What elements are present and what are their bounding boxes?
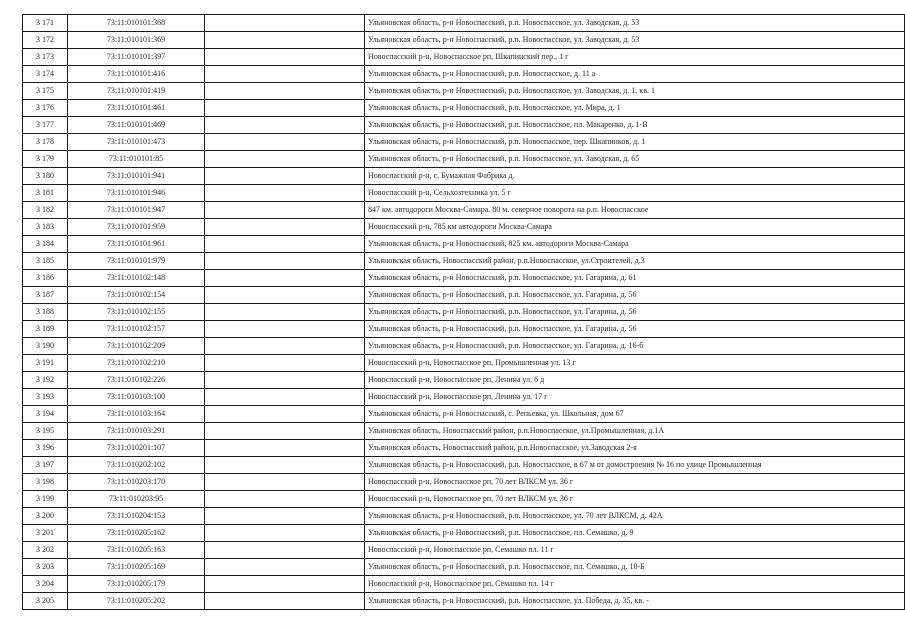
table-row xyxy=(23,559,905,576)
table-row xyxy=(23,474,905,491)
address-cell: Новоспасский р-н, Новоспасское рп, Промышленная ул. 13 г xyxy=(365,355,905,372)
table-row xyxy=(23,100,905,117)
address-cell: Новоспасский р-н, Новоспасское рп, 70 лет ВЛКСМ ул. 36 г xyxy=(365,474,905,491)
empty-cell xyxy=(205,15,365,32)
table-row xyxy=(23,423,905,440)
table-row xyxy=(23,593,905,610)
cadastral-number-cell: 73:11:010103:164 xyxy=(68,406,205,423)
table-row xyxy=(23,406,905,423)
row-number-cell: 3 177 xyxy=(23,117,68,134)
table-row xyxy=(23,253,905,270)
table-row xyxy=(23,491,905,508)
cadastral-number-cell: 73:11:010101:469 xyxy=(68,117,205,134)
table-row xyxy=(23,389,905,406)
row-number-cell: 3 179 xyxy=(23,151,68,168)
address-cell: Ульяновская область, р-н Новоспасский, р.п. Новоспасское, д. 11 а xyxy=(365,66,905,83)
table-row xyxy=(23,134,905,151)
row-number-cell: 3 183 xyxy=(23,219,68,236)
table-row xyxy=(23,304,905,321)
cadastral-number-cell: 73:11:010102:210 xyxy=(68,355,205,372)
row-number-cell: 3 173 xyxy=(23,49,68,66)
row-number-cell: 3 197 xyxy=(23,457,68,474)
cadastral-number-cell: 73:11:010101:85 xyxy=(68,151,205,168)
empty-cell xyxy=(205,219,365,236)
row-number-cell: 3 171 xyxy=(23,15,68,32)
address-cell: Ульяновская область, р-н Новоспасский, р.п. Новоспасское, пл. Семашко, д. 9 xyxy=(365,525,905,542)
table-row xyxy=(23,287,905,304)
empty-cell xyxy=(205,372,365,389)
empty-cell xyxy=(205,49,365,66)
cadastral-number-cell: 73:11:010102:148 xyxy=(68,270,205,287)
cadastral-number-cell: 73:11:010204:153 xyxy=(68,508,205,525)
address-cell: Ульяновская область, р-н Новоспасский, р.п. Новоспасское, ул. Победа, д. 35, кв. - xyxy=(365,593,905,610)
row-number-cell: 3 172 xyxy=(23,32,68,49)
address-cell: Новоспасский р-н, Новоспасское рп, Ленина ул. 17 г xyxy=(365,389,905,406)
empty-cell xyxy=(205,134,365,151)
cadastral-number-cell: 73:11:010101:979 xyxy=(68,253,205,270)
cadastral-number-cell: 73:11:010203:170 xyxy=(68,474,205,491)
empty-cell xyxy=(205,270,365,287)
table-row xyxy=(23,525,905,542)
row-number-cell: 3 180 xyxy=(23,168,68,185)
empty-cell xyxy=(205,151,365,168)
row-number-cell: 3 186 xyxy=(23,270,68,287)
cadastral-number-cell: 73:11:010205:163 xyxy=(68,542,205,559)
row-number-cell: 3 182 xyxy=(23,202,68,219)
address-cell: Ульяновская область, р-н Новоспасский, р.п. Новоспасское, ул. Гагарина, д. 61 xyxy=(365,270,905,287)
empty-cell xyxy=(205,83,365,100)
empty-cell xyxy=(205,253,365,270)
table-row xyxy=(23,236,905,253)
empty-cell xyxy=(205,406,365,423)
address-cell: Ульяновская область, р-н Новоспасский, р.п. Новоспасское, ул. Мира, д. 1 xyxy=(365,100,905,117)
cadastral-number-cell: 73:11:010101:369 xyxy=(68,32,205,49)
table-row xyxy=(23,508,905,525)
cadastral-number-cell: 73:11:010205:162 xyxy=(68,525,205,542)
empty-cell xyxy=(205,355,365,372)
table-row xyxy=(23,219,905,236)
table-row xyxy=(23,168,905,185)
empty-cell xyxy=(205,117,365,134)
cadastral-number-cell: 73:11:010101:946 xyxy=(68,185,205,202)
cadastral-number-cell: 73:11:010101:959 xyxy=(68,219,205,236)
cadastral-number-cell: 73:11:010101:961 xyxy=(68,236,205,253)
address-cell: Ульяновская область, р-н Новоспасский, р.п. Новоспасское, ул. 70 лет ВЛКСМ, д. 42А xyxy=(365,508,905,525)
row-number-cell: 3 196 xyxy=(23,440,68,457)
address-cell: Ульяновская область, р-н Новоспасский, р.п. Новоспасское, в 67 м от домостроения № 16 по улице Промышленная xyxy=(365,457,905,474)
address-cell: Новоспасский р-н, Новоспасское рп, Семашко пл. 14 г xyxy=(365,576,905,593)
empty-cell xyxy=(205,423,365,440)
table-row xyxy=(23,83,905,100)
registry-body xyxy=(23,15,905,610)
cadastral-number-cell: 73:11:010101:941 xyxy=(68,168,205,185)
row-number-cell: 3 193 xyxy=(23,389,68,406)
cadastral-number-cell: 73:11:010102:154 xyxy=(68,287,205,304)
cadastral-number-cell: 73:11:010101:461 xyxy=(68,100,205,117)
empty-cell xyxy=(205,202,365,219)
row-number-cell: 3 175 xyxy=(23,83,68,100)
cadastral-number-cell: 73:11:010103:291 xyxy=(68,423,205,440)
address-cell: Ульяновская область, р-н Новоспасский, р.п. Новоспасское, ул. Гагарина, д. 56 xyxy=(365,321,905,338)
row-number-cell: 3 205 xyxy=(23,593,68,610)
row-number-cell: 3 178 xyxy=(23,134,68,151)
row-number-cell: 3 192 xyxy=(23,372,68,389)
address-cell: Ульяновская область, р-н Новоспасский, р.п. Новоспасское, ул. Гагарина, д. 56 xyxy=(365,287,905,304)
row-number-cell: 3 194 xyxy=(23,406,68,423)
row-number-cell: 3 176 xyxy=(23,100,68,117)
address-cell: Ульяновская область, р-н Новоспасский, р.п. Новоспасское, ул. Гагарина, д. 56 xyxy=(365,304,905,321)
empty-cell xyxy=(205,491,365,508)
address-cell: 847 км. автодороги Москва-Самара. 80 м. северное поворота на р.п. Новоспасское xyxy=(365,202,905,219)
cadastral-number-cell: 73:11:010103:100 xyxy=(68,389,205,406)
table-row xyxy=(23,321,905,338)
cadastral-number-cell: 73:11:010205:179 xyxy=(68,576,205,593)
row-number-cell: 3 191 xyxy=(23,355,68,372)
address-cell: Новоспасский р-н, Сельхозтехника ул. 5 г xyxy=(365,185,905,202)
address-cell: Новоспасский р-н, Новоспасское рп, Шкапинский пер., 1 г xyxy=(365,49,905,66)
address-cell: Ульяновская область, р-н Новоспасский, р.п. Новоспасское, пл. Семашко, д. 10-Б xyxy=(365,559,905,576)
address-cell: Ульяновская область, р-н Новоспасский, р.п. Новоспасское, ул. Заводская, д. 1, кв. 1 xyxy=(365,83,905,100)
empty-cell xyxy=(205,389,365,406)
registry-table xyxy=(22,14,905,610)
row-number-cell: 3 199 xyxy=(23,491,68,508)
table-row xyxy=(23,151,905,168)
row-number-cell: 3 198 xyxy=(23,474,68,491)
cadastral-number-cell: 73:11:010101:368 xyxy=(68,15,205,32)
empty-cell xyxy=(205,304,365,321)
row-number-cell: 3 195 xyxy=(23,423,68,440)
cadastral-number-cell: 73:11:010101:419 xyxy=(68,83,205,100)
row-number-cell: 3 174 xyxy=(23,66,68,83)
table-row xyxy=(23,355,905,372)
row-number-cell: 3 190 xyxy=(23,338,68,355)
empty-cell xyxy=(205,321,365,338)
row-number-cell: 3 204 xyxy=(23,576,68,593)
cadastral-number-cell: 73:11:010102:157 xyxy=(68,321,205,338)
empty-cell xyxy=(205,338,365,355)
empty-cell xyxy=(205,474,365,491)
empty-cell xyxy=(205,168,365,185)
table-row xyxy=(23,457,905,474)
address-cell: Ульяновская область, р-н Новоспасский, с. Репьевка, ул. Школьная, дом 67 xyxy=(365,406,905,423)
empty-cell xyxy=(205,508,365,525)
cadastral-number-cell: 73:11:010205:169 xyxy=(68,559,205,576)
cadastral-number-cell: 73:11:010102:209 xyxy=(68,338,205,355)
table-row xyxy=(23,576,905,593)
table-row xyxy=(23,338,905,355)
cadastral-number-cell: 73:11:010102:155 xyxy=(68,304,205,321)
table-row xyxy=(23,202,905,219)
row-number-cell: 3 201 xyxy=(23,525,68,542)
address-cell: Ульяновская область, р-н Новоспасский, р.п. Новоспасское, ул. Гагарина, д. 16-б xyxy=(365,338,905,355)
cadastral-number-cell: 73:11:010203:95 xyxy=(68,491,205,508)
address-cell: Новоспасский р-н, Новоспасское рп, 70 лет ВЛКСМ ул. 36 г xyxy=(365,491,905,508)
row-number-cell: 3 188 xyxy=(23,304,68,321)
table-row xyxy=(23,49,905,66)
address-cell: Новоспасский р-н, с. Бумажная Фабрика д. xyxy=(365,168,905,185)
cadastral-number-cell: 73:11:010101:416 xyxy=(68,66,205,83)
table-row xyxy=(23,372,905,389)
table-row xyxy=(23,117,905,134)
cadastral-number-cell: 73:11:010101:397 xyxy=(68,49,205,66)
row-number-cell: 3 200 xyxy=(23,508,68,525)
address-cell: Ульяновская область, р-н Новоспасский, р.п. Новоспасское, ул. Заводская, д. 65 xyxy=(365,151,905,168)
address-cell: Ульяновская область, р-н Новоспасский, р.п. Новоспасское, ул. Заводская, д. 53 xyxy=(365,15,905,32)
row-number-cell: 3 181 xyxy=(23,185,68,202)
table-row xyxy=(23,270,905,287)
table-row xyxy=(23,542,905,559)
address-cell: Новоспасский р-н, Новоспасское рп, Ленина ул. 6 д xyxy=(365,372,905,389)
empty-cell xyxy=(205,100,365,117)
row-number-cell: 3 185 xyxy=(23,253,68,270)
row-number-cell: 3 184 xyxy=(23,236,68,253)
cadastral-number-cell: 73:11:010202:102 xyxy=(68,457,205,474)
empty-cell xyxy=(205,542,365,559)
address-cell: Ульяновская область, Новоспасский район, р.п.Новоспасское, ул.Промышленная, д.1А xyxy=(365,423,905,440)
address-cell: Ульяновская область, р-н Новоспасский, р.п. Новоспасское, пл. Макаренко, д. 1-В xyxy=(365,117,905,134)
row-number-cell: 3 187 xyxy=(23,287,68,304)
row-number-cell: 3 203 xyxy=(23,559,68,576)
address-cell: Ульяновская область, Новоспасский район, р.п.Новоспасское, ул.Строителей, д.3 xyxy=(365,253,905,270)
address-cell: Ульяновская область, р-н Новоспасский, р.п. Новоспасское, пер. Шкапинков, д. 1 xyxy=(365,134,905,151)
address-cell: Новоспасский р-н, Новоспасское рп, Семашко пл. 11 г xyxy=(365,542,905,559)
empty-cell xyxy=(205,593,365,610)
table-row xyxy=(23,32,905,49)
empty-cell xyxy=(205,525,365,542)
table-row xyxy=(23,66,905,83)
cadastral-number-cell: 73:11:010101:947 xyxy=(68,202,205,219)
address-cell: Ульяновская область, Новоспасский район, р.п.Новоспасское, ул.Заводская 2-я xyxy=(365,440,905,457)
empty-cell xyxy=(205,32,365,49)
empty-cell xyxy=(205,457,365,474)
empty-cell xyxy=(205,236,365,253)
table-row xyxy=(23,15,905,32)
empty-cell xyxy=(205,576,365,593)
address-cell: Ульяновская область, р-н Новоспасский, р.п. Новоспасское, ул. Заводская, д. 53 xyxy=(365,32,905,49)
table-row xyxy=(23,440,905,457)
cadastral-number-cell: 73:11:010102:226 xyxy=(68,372,205,389)
address-cell: Новоспасский р-н, 785 км автодороги Москва-Самара xyxy=(365,219,905,236)
row-number-cell: 3 189 xyxy=(23,321,68,338)
address-cell: Ульяновская область, р-н Новоспасский, 825 км. автодороги Москва-Самара xyxy=(365,236,905,253)
empty-cell xyxy=(205,440,365,457)
empty-cell xyxy=(205,559,365,576)
cadastral-number-cell: 73:11:010201:107 xyxy=(68,440,205,457)
cadastral-number-cell: 73:11:010205:202 xyxy=(68,593,205,610)
empty-cell xyxy=(205,66,365,83)
row-number-cell: 3 202 xyxy=(23,542,68,559)
cadastral-number-cell: 73:11:010101:473 xyxy=(68,134,205,151)
empty-cell xyxy=(205,185,365,202)
table-row xyxy=(23,185,905,202)
empty-cell xyxy=(205,287,365,304)
